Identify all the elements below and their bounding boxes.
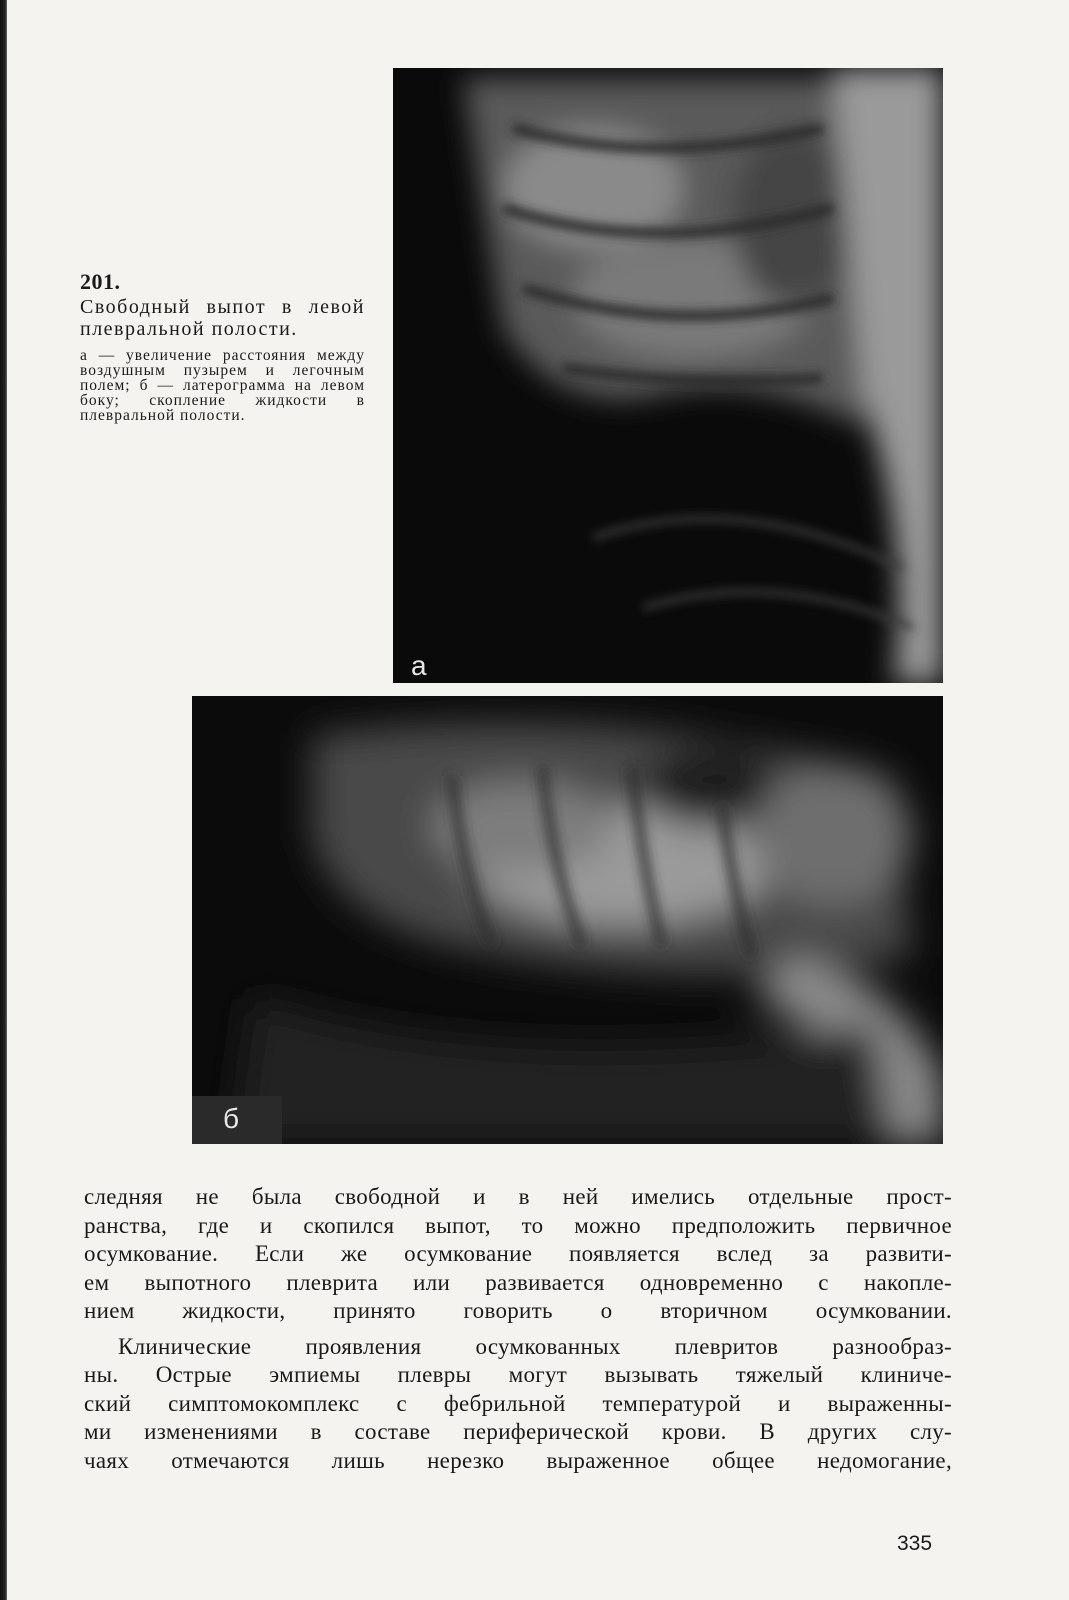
panel-label-b: б xyxy=(223,1103,240,1134)
text-line: нием жидкости, принято говорить о вторичном осумковании. xyxy=(84,1298,952,1323)
text-line: осумкование. Если же осумкование появляется вслед за развити- xyxy=(84,1241,952,1266)
text-line: Клинические проявления осумкованных плевритов разнообраз- xyxy=(118,1333,952,1359)
text-line: ми изменениями в составе периферической крови. В других слу- xyxy=(84,1419,952,1444)
page-number: 335 xyxy=(897,1532,933,1555)
figure-title: Свободный выпот в левой плевральной полости. xyxy=(80,296,365,340)
text-line: следняя не была свободной и в ней имелись отдельные прост- xyxy=(84,1184,952,1209)
figure-number: 201. xyxy=(80,269,121,294)
text-line: ем выпотного плеврита или развивается одновременно с накопле- xyxy=(84,1269,952,1295)
xray-image-a xyxy=(393,68,943,683)
panel-label-a: а xyxy=(411,650,427,681)
book-spine-edge xyxy=(0,0,7,1600)
text-line: ны. Острые эмпиемы плевры могут вызывать тяжелый клиниче- xyxy=(84,1362,952,1387)
figure-description: а — увеличение расстояния между воздушным пузырем и легочным полем; б — латерограмма на левом боку; скопление жидкости в плевральной полости. xyxy=(80,347,365,424)
paragraph-1 xyxy=(84,1183,952,1326)
paragraph-2 xyxy=(84,1333,952,1476)
text-line: ранства, где и скопился выпот, то можно предположить первичное xyxy=(84,1212,952,1238)
xray-image-b xyxy=(192,696,943,1144)
text-line: чаях отмечаются лишь нерезко выраженное общее недомогание, xyxy=(84,1447,952,1473)
body-text xyxy=(84,1183,952,1475)
figure-caption xyxy=(80,270,365,423)
text-line: ский симптомокомплекс с фебрильной температурой и выраженны- xyxy=(84,1390,952,1416)
